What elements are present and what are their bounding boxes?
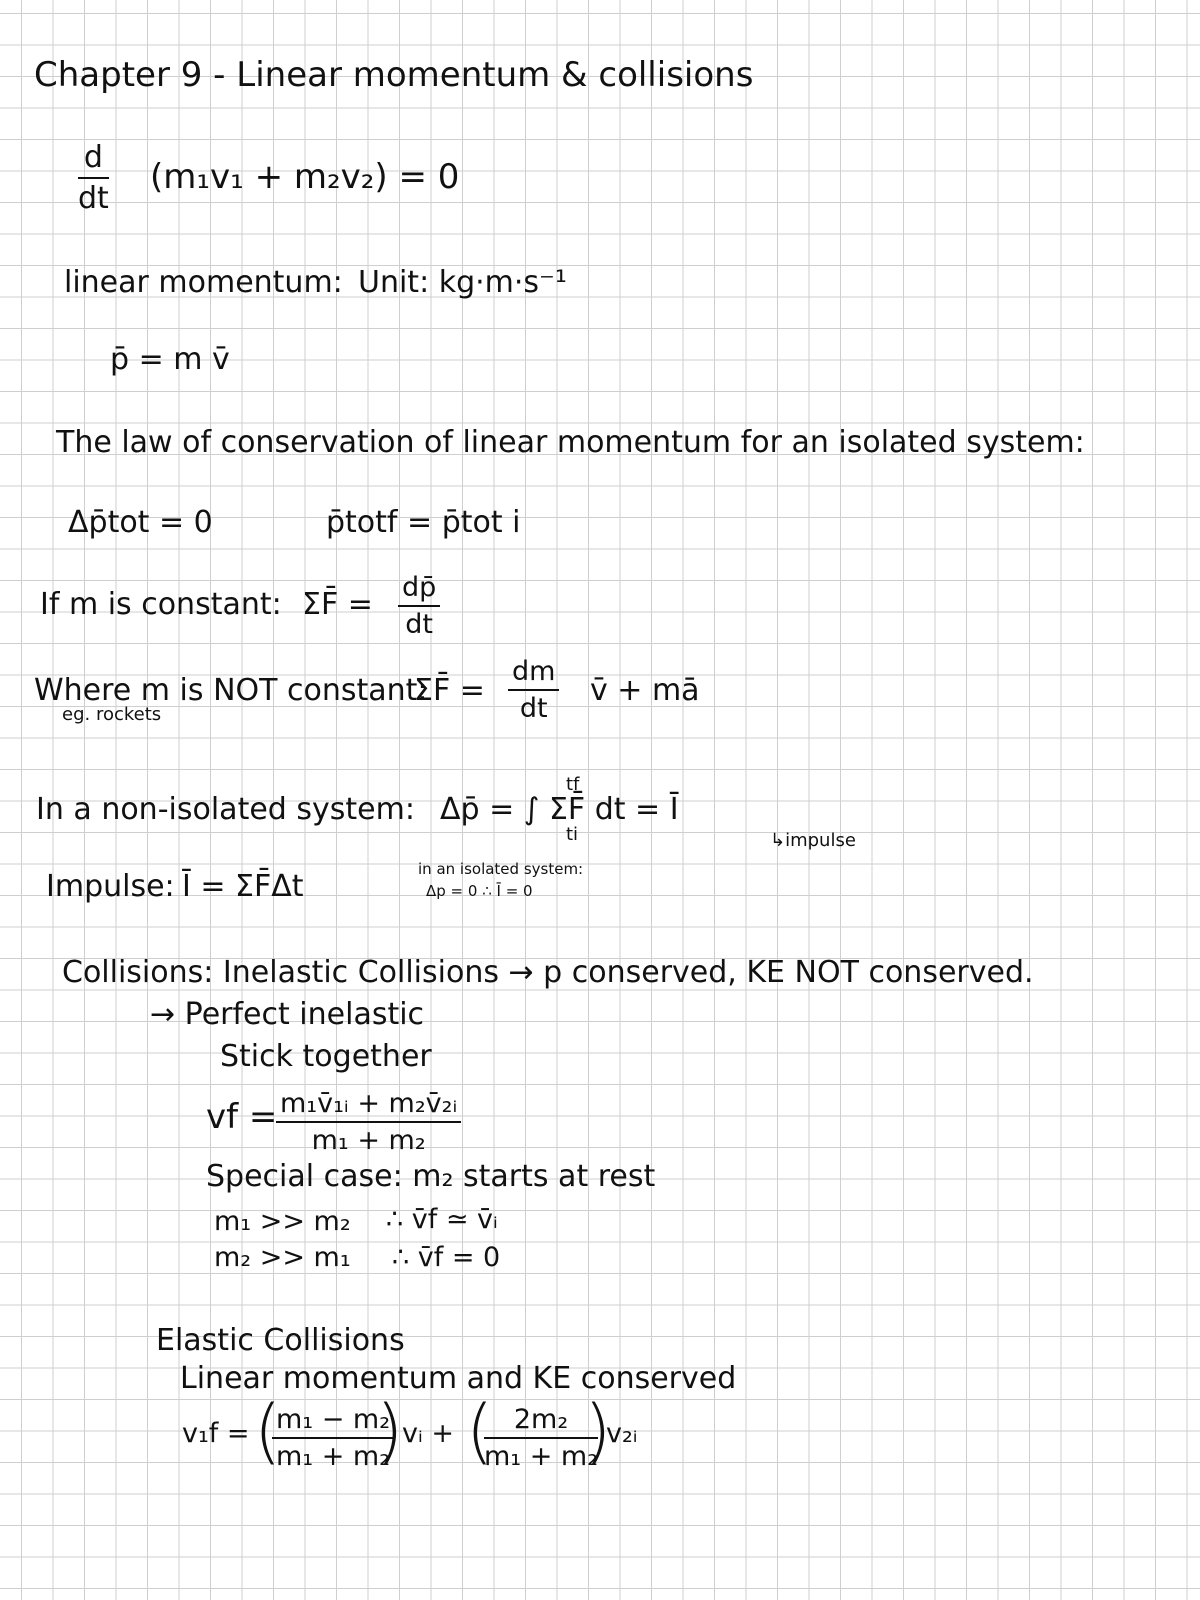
elastic-fraction-1: $\frac{\text{m₁ − m₂}}{\text{m₁ + m₂}}$ [272, 1404, 394, 1472]
elastic-description: Linear momentum and KE conserved [180, 1361, 737, 1396]
isolated-note-line2: Δp = 0 ∴ Ī = 0 [426, 882, 533, 900]
collisions-heading: Collisions: Inelastic Collisions → p conserved, KE NOT conserved. [62, 955, 1034, 990]
p-total-final-initial: p̄totf = p̄tot i [326, 505, 521, 540]
impulse-label: Impulse: [46, 869, 175, 904]
page-title: Chapter 9 - Linear momentum & collisions [34, 55, 754, 95]
case1-condition: m₁ >> m₂ [214, 1206, 351, 1237]
m-not-constant-label: Where m is NOT constant: [34, 673, 428, 708]
elastic-middle: vᵢ + [402, 1418, 455, 1449]
non-isolated-label: In a non-isolated system: [36, 792, 415, 827]
stick-together: Stick together [220, 1039, 432, 1074]
sum-force-lhs: ΣF̄ = [302, 587, 373, 622]
elastic-lhs: v₁f = [182, 1418, 250, 1449]
integral-upper-limit: tf [566, 774, 580, 795]
impulse-equation: Ī = ΣF̄Δt [182, 869, 304, 904]
law-statement: The law of conservation of linear momentum for an isolated system: [56, 425, 1085, 460]
perfect-inelastic: → Perfect inelastic [150, 997, 425, 1032]
linear-momentum-unit: Unit: kg·m·s⁻¹ [358, 265, 567, 300]
dp-dt-fraction: $\frac{dp̄}{dt}$ [398, 572, 440, 640]
right-paren-2: ) [584, 1390, 612, 1472]
rockets-note: eg. rockets [62, 704, 162, 725]
if-m-constant-label: If m is constant: [40, 587, 282, 622]
integral-lower-limit: ti [566, 824, 579, 845]
vf-fraction: $\frac{\text{m₁v̄₁ᵢ + m₂v̄₂ᵢ}}{\text{m₁ + m₂}}$ [276, 1088, 461, 1156]
elastic-end: v₂ᵢ [606, 1418, 638, 1449]
variable-mass-rhs: v̄ + mā [590, 673, 700, 708]
case1-result: ∴ v̄f ≃ v̄ᵢ [386, 1204, 498, 1235]
elastic-heading: Elastic Collisions [156, 1323, 405, 1358]
elastic-fraction-2: $\frac{\text{2m₂}}{\text{m₁ + m₂}}$ [484, 1404, 599, 1472]
left-paren-1: ( [254, 1390, 282, 1472]
linear-momentum-label: linear momentum: [64, 265, 343, 300]
case2-condition: m₂ >> m₁ [214, 1242, 351, 1273]
impulse-annotation: ↳impulse [770, 830, 856, 851]
dm-dt-fraction: $\frac{dm}{dt}$ [508, 656, 559, 724]
case2-result: ∴ v̄f = 0 [392, 1242, 501, 1273]
variable-mass-lhs: ΣF̄ = [414, 673, 485, 708]
ddt-fraction: $\frac{d}{dt}$ [78, 140, 109, 216]
momentum-equation: p̄ = m v̄ [110, 342, 230, 377]
right-paren-1: ) [376, 1390, 404, 1472]
delta-p-total: Δp̄tot = 0 [68, 505, 213, 540]
impulse-integral: Δp̄ = ∫ ΣF̄ dt = Ī [440, 792, 679, 827]
left-paren-2: ( [466, 1390, 494, 1472]
vf-lhs: vf = [206, 1097, 278, 1137]
ddt-expression: (m₁v₁ + m₂v₂) = 0 [150, 157, 460, 197]
isolated-note-line1: in an isolated system: [418, 860, 584, 878]
special-case: Special case: m₂ starts at rest [206, 1159, 656, 1194]
